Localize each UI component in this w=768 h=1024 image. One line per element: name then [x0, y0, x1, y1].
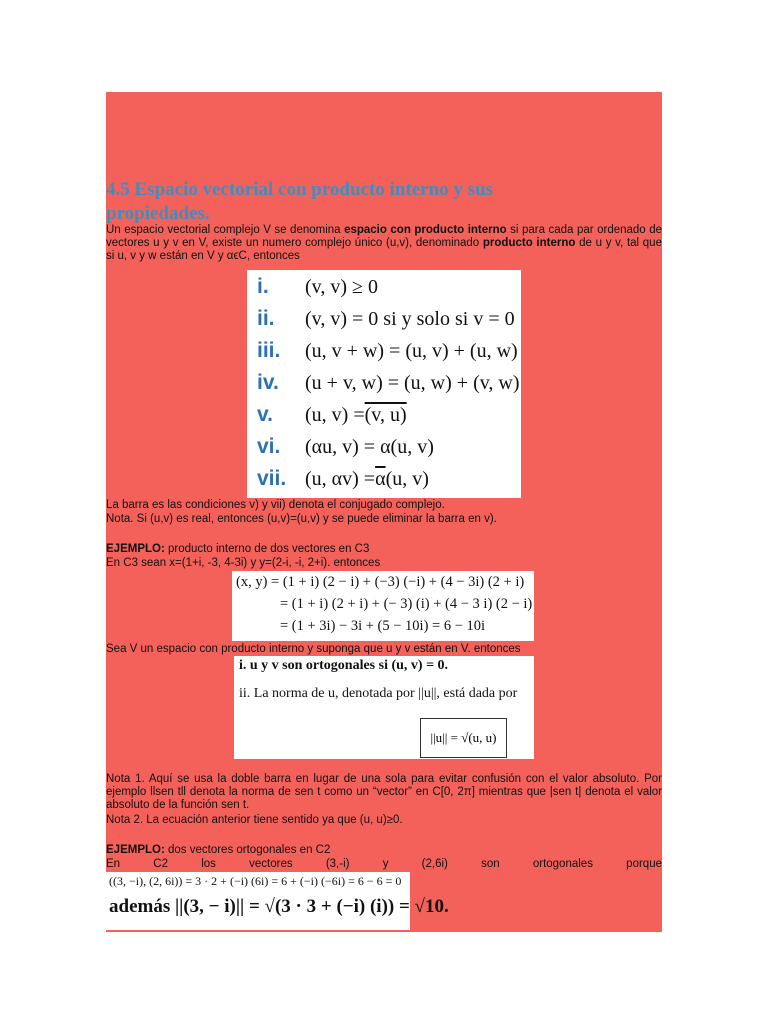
property-row [257, 336, 518, 366]
example1-equation-1: (x, y) = (1 + i) (2 − i) + (−3) (−i) + (4 − 3i) (2 + i) [236, 574, 525, 590]
word: los [201, 858, 216, 870]
property-expression: (u, v + w) = (u, v) + (u, w) [305, 339, 518, 362]
property-expression: (u, v) [385, 467, 429, 490]
property-expression: (u, v) = [305, 403, 365, 426]
note-bar: La barra es las condiciones v) y vii) denota el conjugado complejo. [106, 499, 445, 511]
word: En [106, 858, 121, 870]
property-expression: (v, v) = 0 si y solo si v = 0 [305, 307, 515, 330]
property-expression: (u, αv) = [305, 467, 376, 490]
example1-equation-2: = (1 + i) (2 + i) + (− 3) (i) + (4 − 3 i) (2 − i) [280, 596, 533, 612]
word: ortogonales [532, 858, 593, 870]
section-title: 4.5 Espacio vectorial con producto interno y sus propiedades. [106, 179, 494, 224]
orthogonal-definition-image [234, 656, 534, 759]
example-label: EJEMPLO: [106, 844, 165, 856]
intro-text-3: de u y v, tal que si u, v y w están en V y αϵC, entonces [106, 237, 662, 262]
property-expression: (v, v) ≥ 0 [305, 275, 378, 298]
property-row [257, 368, 520, 398]
intro-text-1: Un espacio vectorial complejo V se denomina [106, 224, 345, 236]
property-row [257, 432, 434, 462]
properties-image [247, 270, 521, 498]
example-label: EJEMPLO: [106, 543, 165, 555]
example2-equation-1: ((3, −i), (2, 6i)) = 3 · 2 + (−i) (6i) = 6 + (−i) (−6i) = 6 − 6 = 0 [109, 874, 402, 888]
example-heading-text: dos vectores ortogonales en C2 [164, 844, 331, 856]
property-number: ii. [257, 307, 275, 330]
example2-heading [106, 844, 662, 857]
property-row [257, 304, 515, 334]
property-conjugate: (v, u) [364, 403, 407, 426]
property-row [257, 400, 407, 430]
property-number: v. [257, 403, 273, 426]
intro-bold-1: espacio con producto interno [344, 224, 507, 236]
note-real: Nota. Si (u,v) es real, entonces (u,v)=(u,v) y se puede eliminar la barra en v). [106, 513, 497, 525]
orthogonal-line-2: ii. La norma de u, denotada por ||u||, está dada por [239, 686, 518, 701]
property-expression: (αu, v) = α(u, v) [305, 435, 434, 458]
property-number: vi. [257, 435, 281, 458]
norm-formula-box [420, 718, 507, 758]
example1-equation-3: = (1 + 3i) − 3i + (5 − 10i) = 6 − 10i [280, 618, 486, 634]
property-number: vii. [257, 467, 287, 490]
intro-paragraph [106, 224, 662, 263]
example1-heading [106, 543, 662, 556]
property-number: iv. [257, 371, 279, 394]
word: (2,6i) [421, 858, 448, 870]
word: C2 [153, 858, 168, 870]
intro-bold-2: producto interno [482, 237, 576, 249]
example2-sentence [106, 858, 662, 870]
document-page [106, 92, 662, 932]
norm-formula: ||u|| = √(u, u) [430, 730, 497, 745]
property-number: iii. [257, 339, 281, 362]
property-number: i. [257, 275, 269, 298]
property-expression: (u + v, w) = (u, w) + (v, w) [305, 371, 520, 394]
word: porque [626, 858, 662, 870]
example2-equation-2: además ||(3, − i)|| = √(3 · 3 + (−i) (i)) = √10. [109, 896, 449, 917]
orthogonal-intro: Sea V un espacio con producto interno y suponga que u y v están en V. entonces [106, 643, 521, 655]
example1-image [232, 571, 534, 641]
example2-image [106, 872, 449, 930]
property-row [257, 272, 378, 302]
nota-1: Nota 1. Aquí se usa la doble barra en lugar de una sola para evitar confusión con el valor absoluto. Por ejemplo llsen tll denota la norma de sen t como un “vector” en C[0, 2π] mientras que |sen t| denota el valor absoluto de la función sen t. [106, 773, 662, 811]
property-conjugate: $\overline{\alpha}$ [375, 467, 386, 490]
orthogonal-line-1: i. u y v son ortogonales si (u, v) = 0. [239, 658, 449, 673]
word: son [481, 858, 500, 870]
property-row [257, 464, 429, 494]
example-heading-text: producto interno de dos vectores en C3 [164, 543, 370, 555]
example1-line: En C3 sean x=(1+i, -3, 4-3i) y y=(2-i, -i, 2+i). entonces [106, 557, 381, 569]
word: (3,-i) [325, 858, 350, 870]
intro-text-2: si para cada par ordenado de vectores u y v en V, existe un numero complejo único (u,v), denominado [106, 224, 662, 249]
word: vectores [249, 858, 293, 870]
word: y [382, 858, 389, 870]
nota-2: Nota 2. La ecuación anterior tiene sentido ya que (u, u)≥0. [106, 814, 403, 826]
